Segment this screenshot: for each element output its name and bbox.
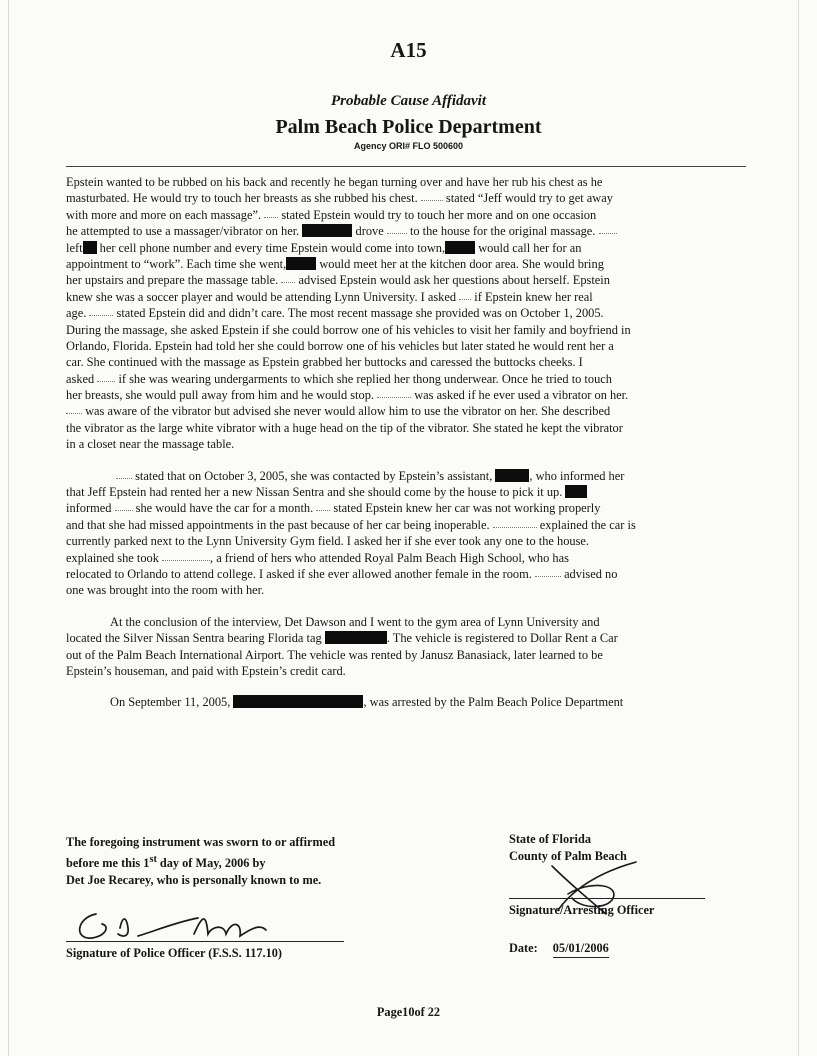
- text-line: [66, 550, 742, 566]
- text-line: [66, 272, 742, 288]
- text-span: stated Epstein knew her car was not working properly: [333, 501, 601, 516]
- smudge-mark: [535, 571, 561, 577]
- text-line: [66, 190, 742, 206]
- declaration-line-3: Det Joe Recarey, who is personally known to me.: [66, 873, 322, 888]
- smudge-mark: [115, 505, 133, 511]
- text-span: with more and more on each massage”.: [66, 207, 262, 222]
- text-span: before me this 1: [66, 856, 150, 871]
- text-span: her breasts, she would pull away from him and he would stop.: [66, 388, 374, 403]
- redaction-bar: [83, 241, 97, 254]
- text-span: On September 11, 2005,: [110, 695, 231, 710]
- text-span: stated “Jeff would try to get away: [445, 191, 613, 206]
- text-span: . The vehicle is registered to Dollar Rent a Car: [386, 631, 618, 646]
- text-span: her cell phone number and every time Epstein would come into town,: [99, 240, 446, 255]
- text-span: in a closet near the massage table.: [66, 437, 235, 452]
- text-line: [66, 484, 742, 500]
- agency-ori: Agency ORI# FLO 500600: [353, 141, 464, 151]
- declaration-line-2: [66, 851, 426, 872]
- text-line: [66, 305, 742, 321]
- text-span: her upstairs and prepare the massage table.: [66, 273, 279, 288]
- text-span: he attempted to use a massager/vibrator on her.: [66, 224, 300, 239]
- redaction-bar: [302, 224, 352, 237]
- text-span: Epstein wanted to be rubbed on his back and recently he began turning over and have her rub his chest as he: [66, 175, 603, 189]
- text-line: [66, 533, 742, 549]
- smudge-mark: [599, 228, 617, 234]
- text-span: drove: [355, 224, 384, 239]
- text-span: advised no: [564, 566, 618, 581]
- text-span: At the conclusion of the interview, Det Dawson and I went to the gym area of Lynn University and: [110, 614, 600, 629]
- narrative-paragraph-3: [66, 614, 742, 680]
- redaction-bar: [445, 241, 475, 254]
- narrative-body: [66, 174, 742, 726]
- text-line: [66, 371, 742, 387]
- text-span: currently parked next to the Lynn University Gym field. I asked her if she ever took any one to the house.: [66, 534, 590, 549]
- page-id: A15: [390, 38, 427, 62]
- text-line: [66, 468, 742, 484]
- affidavit-title: Probable Cause Affidavit: [331, 93, 486, 109]
- text-span: left: [66, 240, 83, 255]
- text-span: advised Epstein would ask her questions about herself. Epstein: [298, 273, 610, 288]
- text-span: that Jeff Epstein had rented her a new Nissan Sentra and she should come by the house to pick it up.: [66, 485, 563, 500]
- text-line: [66, 174, 742, 190]
- department-name: Palm Beach Police Department: [275, 116, 542, 138]
- smudge-mark: [116, 473, 132, 479]
- smudge-mark: [493, 522, 537, 528]
- arresting-officer-signature-label: Signature/Arresting Officer: [509, 903, 655, 917]
- text-span: masturbated. He would try to touch her breasts as she rubbed his chest.: [66, 191, 418, 206]
- text-line: [66, 420, 742, 436]
- text-span: relocated to Orlando to attend college. I asked if she ever allowed another female in the room.: [66, 566, 532, 581]
- text-line: [66, 223, 742, 239]
- text-line: [66, 663, 742, 679]
- officer-signature-label: Signature of Police Officer (F.S.S. 117.10): [66, 946, 282, 960]
- text-span: age.: [66, 306, 87, 321]
- state-label: State of Florida: [509, 832, 591, 846]
- officer-signature-line: [66, 941, 344, 942]
- text-span: During the massage, she asked Epstein if she could borrow one of his vehicles to visit her family and boyfriend in: [66, 322, 631, 337]
- text-span: one was brought into the room with her.: [66, 583, 265, 598]
- text-line: [66, 436, 742, 452]
- county-label: County of Palm Beach: [509, 849, 627, 863]
- page-edge-right: [798, 0, 799, 1056]
- text-span: located the Silver Nissan Sentra bearing Florida tag: [66, 631, 322, 646]
- text-span: explained she took: [66, 550, 159, 565]
- text-span: if she was wearing undergarments to which she replied her thong underwear. Once he tried to touch: [118, 371, 612, 386]
- text-line: [66, 207, 742, 223]
- text-line: [66, 289, 742, 305]
- redaction-bar: [565, 485, 587, 498]
- sworn-declaration: [66, 834, 426, 889]
- text-span: she would have the car for a month.: [135, 501, 314, 516]
- smudge-mark: [66, 408, 82, 414]
- text-line: [66, 338, 742, 354]
- text-line: [66, 614, 742, 630]
- text-line: [66, 566, 742, 582]
- text-span: asked: [66, 371, 95, 386]
- text-span: , who informed her: [529, 468, 625, 483]
- text-span: the vibrator as the large white vibrator with a huge head on the tip of the vibrator. She stated he kept the vibrator: [66, 420, 623, 435]
- text-span: , was arrested by the Palm Beach Police Department: [363, 695, 624, 710]
- text-line: [66, 582, 742, 598]
- text-line: [66, 517, 742, 533]
- arresting-officer-signature-line: [509, 898, 705, 899]
- text-span: stated that on October 3, 2005, she was contacted by Epstein’s assistant,: [135, 468, 493, 483]
- redaction-bar: [233, 695, 363, 708]
- text-line: [66, 403, 742, 419]
- page-number: Page10of 22: [376, 1005, 441, 1019]
- text-span: would call her for an: [478, 240, 582, 255]
- page-edge-left: [8, 0, 9, 1056]
- text-span: informed: [66, 501, 112, 516]
- smudge-mark: [264, 212, 278, 218]
- text-span: and that she had missed appointments in the past because of her car being inoperable.: [66, 517, 490, 532]
- narrative-paragraph-2: [66, 468, 742, 599]
- text-line: [66, 256, 742, 272]
- text-line: [66, 647, 742, 663]
- text-span: Epstein’s houseman, and paid with Epstein’s credit card.: [66, 663, 346, 678]
- text-span: stated Epstein would try to touch her more and on one occasion: [281, 207, 597, 222]
- narrative-paragraph-1: [66, 174, 742, 453]
- ordinal-suffix: st: [149, 854, 157, 865]
- text-span: was aware of the vibrator but advised she never would allow him to use the vibrator on her. She described: [85, 404, 611, 419]
- text-line: [66, 500, 742, 516]
- smudge-mark: [377, 392, 411, 398]
- text-line: [66, 630, 742, 646]
- date-label: Date:: [509, 941, 538, 955]
- text-span: day of May, 2006 by: [156, 856, 266, 871]
- redaction-bar: [325, 631, 387, 644]
- text-span: stated Epstein did and didn’t care. The most recent massage she provided was on October 1, 2005.: [116, 306, 604, 321]
- smudge-mark: [162, 555, 210, 561]
- smudge-mark: [89, 310, 113, 316]
- text-line: [66, 694, 742, 710]
- text-span: explained the car is: [539, 517, 636, 532]
- smudge-mark: [387, 228, 407, 234]
- date-value: 05/01/2006: [553, 941, 609, 958]
- smudge-mark: [97, 376, 115, 382]
- text-span: Orlando, Florida. Epstein had told her she could borrow one of his vehicles but later stated he would rent her a: [66, 338, 614, 353]
- smudge-mark: [316, 505, 330, 511]
- text-span: to the house for the original massage.: [409, 224, 596, 239]
- text-span: knew she was a soccer player and would be attending Lynn University. I asked: [66, 289, 457, 304]
- text-line: [66, 240, 742, 256]
- text-span: if Epstein knew her real: [474, 289, 593, 304]
- text-span: appointment to “work”. Each time she went,: [66, 256, 287, 271]
- text-span: car. She continued with the massage as Epstein grabbed her buttocks and caressed the buttocks cheeks. I: [66, 355, 583, 370]
- smudge-mark: [421, 195, 443, 201]
- declaration-line-1: The foregoing instrument was sworn to or affirmed: [66, 835, 336, 849]
- text-span: would meet her at the kitchen door area. She would bring: [319, 256, 604, 271]
- narrative-paragraph-4: [66, 694, 742, 710]
- text-line: [66, 387, 742, 403]
- smudge-mark: [459, 294, 471, 300]
- header-rule: [66, 166, 746, 167]
- smudge-mark: [281, 277, 295, 283]
- redaction-bar: [495, 469, 529, 482]
- text-line: [66, 354, 742, 370]
- text-span: was asked if he ever used a vibrator on her.: [414, 388, 629, 403]
- text-span: out of the Palm Beach International Airport. The vehicle was rented by Janusz Banasiack, later learned to be: [66, 647, 603, 662]
- signature-date: [509, 941, 609, 958]
- text-line: [66, 322, 742, 338]
- text-span: , a friend of hers who attended Royal Palm Beach High School, who has: [210, 550, 569, 565]
- redaction-bar: [286, 257, 316, 270]
